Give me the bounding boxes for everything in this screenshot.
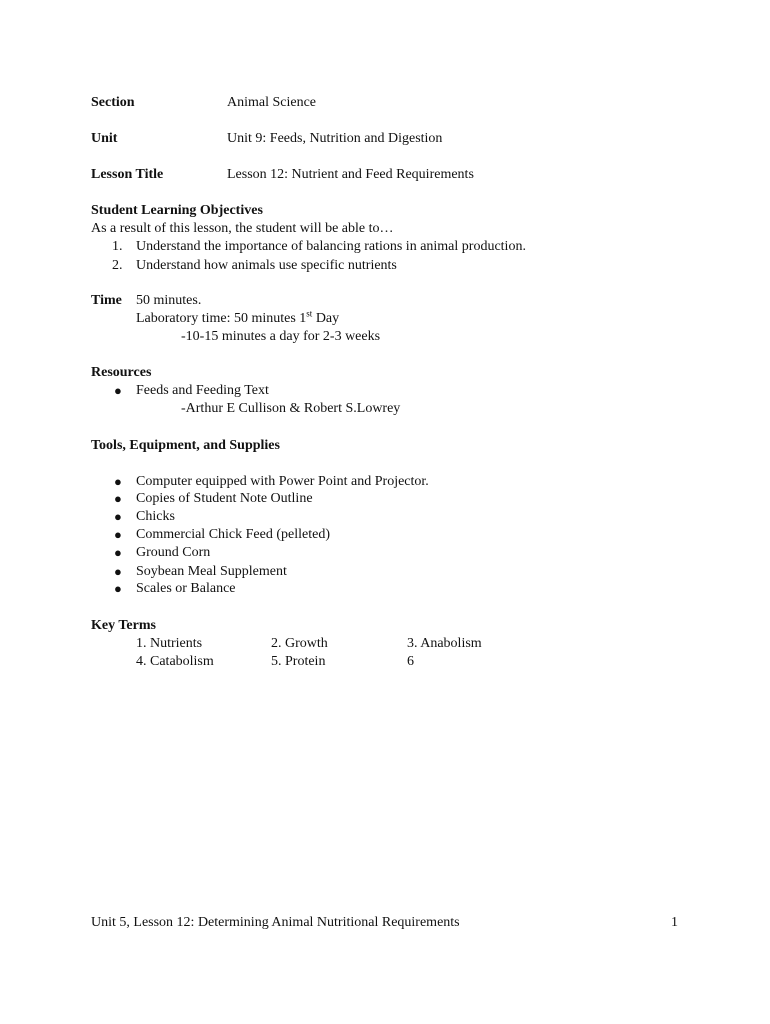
bullet-icon: ● (114, 564, 122, 579)
section-value: Animal Science (227, 95, 317, 110)
key-terms-heading: Key Terms (91, 618, 156, 633)
lab-time-suffix: Day (312, 311, 340, 326)
key-term: 3. Anabolism (407, 636, 482, 651)
objectives-heading: Student Learning Objectives (91, 203, 263, 218)
lab-time (136, 310, 339, 328)
resource-author: -Arthur E Cullison & Robert S.Lowrey (181, 401, 401, 416)
bullet-icon: ● (114, 581, 122, 596)
section-label: Section (91, 95, 135, 110)
bullet-icon: ● (114, 509, 122, 524)
lab-time-daily: -10-15 minutes a day for 2-3 weeks (181, 329, 381, 344)
unit-value: Unit 9: Feeds, Nutrition and Digestion (227, 131, 443, 146)
bullet-icon: ● (114, 491, 122, 506)
resources-heading: Resources (91, 365, 152, 380)
bullet-icon: ● (114, 545, 122, 560)
tools-heading: Tools, Equipment, and Supplies (91, 438, 280, 453)
tool-item: Scales or Balance (136, 581, 236, 596)
bullet-icon: ● (114, 383, 122, 398)
key-term: 5. Protein (271, 654, 326, 669)
key-term: 6 (407, 654, 414, 669)
tool-item: Commercial Chick Feed (pelleted) (136, 527, 330, 542)
tool-item: Ground Corn (136, 545, 211, 560)
tool-item: Computer equipped with Power Point and Projector. (136, 474, 429, 489)
objective-text: Understand how animals use specific nutrients (136, 258, 397, 273)
bullet-icon: ● (114, 527, 122, 542)
tool-item: Copies of Student Note Outline (136, 491, 313, 506)
resource-item: Feeds and Feeding Text (136, 383, 269, 398)
lab-time-text: Laboratory time: 50 minutes 1 (136, 311, 307, 326)
tool-item: Chicks (136, 509, 175, 524)
objective-text: Understand the importance of balancing rations in animal production. (136, 239, 526, 254)
lesson-title-label: Lesson Title (91, 167, 164, 182)
footer-text: Unit 5, Lesson 12: Determining Animal Nutritional Requirements (91, 915, 460, 930)
key-term: 1. Nutrients (136, 636, 203, 651)
time-label: Time (91, 293, 122, 308)
lab-time-sup: st (306, 308, 313, 319)
key-term: 2. Growth (271, 636, 328, 651)
objectives-intro: As a result of this lesson, the student will be able to… (91, 221, 394, 236)
tool-item: Soybean Meal Supplement (136, 564, 287, 579)
key-term: 4. Catabolism (136, 654, 214, 669)
unit-label: Unit (91, 131, 118, 146)
time-duration: 50 minutes. (136, 293, 202, 308)
bullet-icon: ● (114, 474, 122, 489)
page-number: 1 (671, 915, 678, 930)
objective-number: 1. (112, 239, 123, 254)
lesson-title-value: Lesson 12: Nutrient and Feed Requirements (227, 167, 474, 182)
objective-number: 2. (112, 258, 123, 273)
